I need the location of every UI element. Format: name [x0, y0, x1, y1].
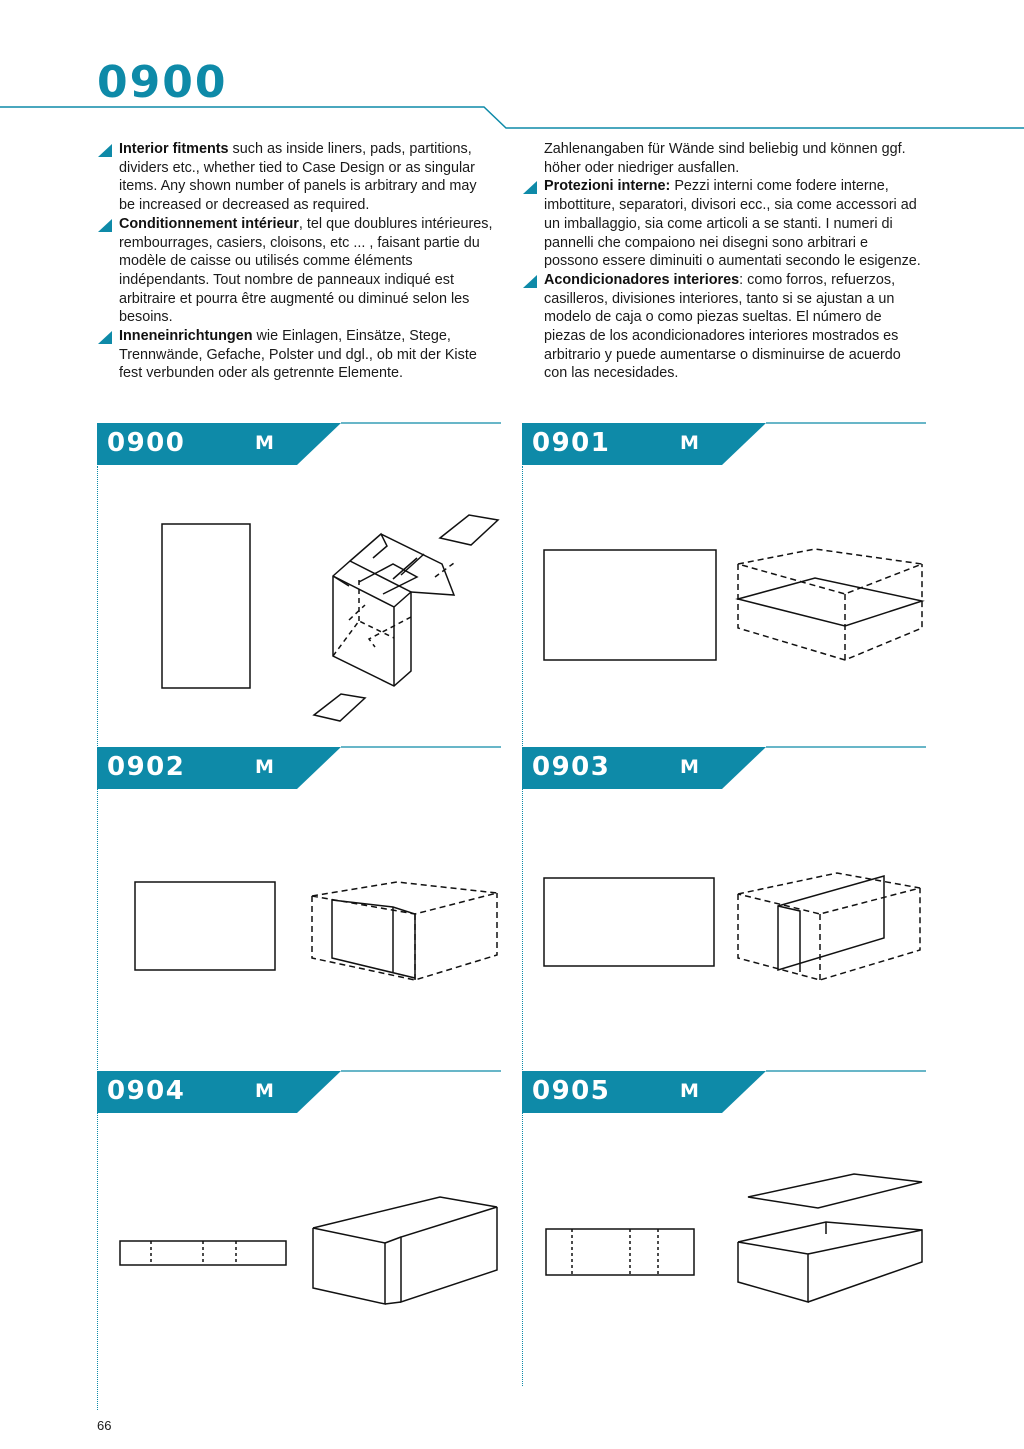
intro-de-continued-text: Zahlenangaben für Wände sind beliebig und können ggf. höher oder niedriger ausfallen.	[544, 141, 906, 176]
figure-0901	[522, 466, 926, 746]
panel-0901	[522, 422, 926, 746]
intro-paragraph-en	[98, 140, 493, 215]
panel-code: 0902	[107, 752, 186, 782]
intro-en-text: such as inside liners, pads, partitions, dividers etc., whether tied to Case Design or as singular items. Any shown number of panels is arbitrary and may be increased or decreased as required.	[119, 141, 477, 214]
triangle-bullet-icon	[98, 331, 112, 344]
page-number: 66	[97, 1418, 112, 1433]
panel-suffix: M	[680, 432, 699, 454]
intro-de-text: wie Einlagen, Einsätze, Stege, Trennwände, Gefache, Polster und dgl., ob mit der Kiste fest verbunden oder als getrennte Elemente.	[119, 328, 477, 382]
panel-suffix: M	[255, 432, 274, 454]
intro-es-text: : como forros, refuerzos, casilleros, divisiones interiores, tanto si se ajustan a un modelo de caja o como piezas sueltas. El número de piezas de los acondicionadores interiores mostrados es arbitrario y puede aumentarse o disminuirse de acuerdo con las necesidades.	[544, 271, 901, 382]
triangle-bullet-icon	[98, 144, 112, 157]
intro-paragraph-de-continued	[523, 140, 923, 177]
figure-0900	[97, 466, 501, 746]
triangle-bullet-icon	[523, 181, 537, 194]
panel-0904	[97, 1070, 501, 1394]
intro-column-left	[98, 140, 493, 383]
figure-0905	[522, 1114, 926, 1394]
panel-code: 0905	[532, 1076, 611, 1106]
intro-column-right	[523, 140, 923, 383]
triangle-bullet-icon	[523, 275, 537, 288]
intro-fr-text: , tel que doublures intérieures, rembourrages, casiers, cloisons, etc ... , faisant partie du modèle de caisse ou utilisés comme éléments indépendants. Tout nombre de panneaux indiqué est arbitraire et pourra être augmenté ou diminué selon les besoins.	[119, 215, 493, 326]
intro-fr-heading: Conditionnement intérieur	[119, 215, 299, 232]
panel-0903	[522, 746, 926, 1070]
intro-paragraph-de	[98, 327, 493, 383]
intro-paragraph-fr	[98, 215, 493, 327]
page-title: 0900	[97, 57, 228, 108]
panel-0900	[97, 422, 501, 746]
figure-0904	[97, 1114, 501, 1394]
figure-0903	[522, 790, 926, 1070]
intro-es-heading: Acondicionadores interiores	[544, 271, 740, 288]
intro-it-text: Pezzi interni come fodere interne, imbottiture, separatori, divisori ecc., sia come accessori ad un imballaggio, sia come articoli a se stanti. I numeri di pannelli che compaiono nei disegni sono arbitrari e possono essere diminuiti o aumentati secondo le esigenze.	[544, 178, 921, 270]
panel-suffix: M	[255, 756, 274, 778]
intro-paragraph-es	[523, 271, 923, 383]
panel-suffix: M	[255, 1080, 274, 1102]
panel-code: 0900	[107, 428, 186, 458]
panel-code: 0903	[532, 752, 611, 782]
panel-0902	[97, 746, 501, 1070]
header-rule	[0, 100, 1024, 130]
panel-code: 0904	[107, 1076, 186, 1106]
panel-0905	[522, 1070, 926, 1394]
intro-en-heading: Interior fitments	[119, 141, 229, 157]
intro-de-heading: Inneneinrichtungen	[119, 328, 253, 345]
panel-code: 0901	[532, 428, 611, 458]
intro-it-heading: Protezioni interne:	[544, 178, 671, 195]
intro-paragraph-it	[523, 177, 923, 271]
panel-suffix: M	[680, 1080, 699, 1102]
triangle-bullet-icon	[98, 219, 112, 232]
panel-suffix: M	[680, 756, 699, 778]
figure-0902	[97, 790, 501, 1070]
